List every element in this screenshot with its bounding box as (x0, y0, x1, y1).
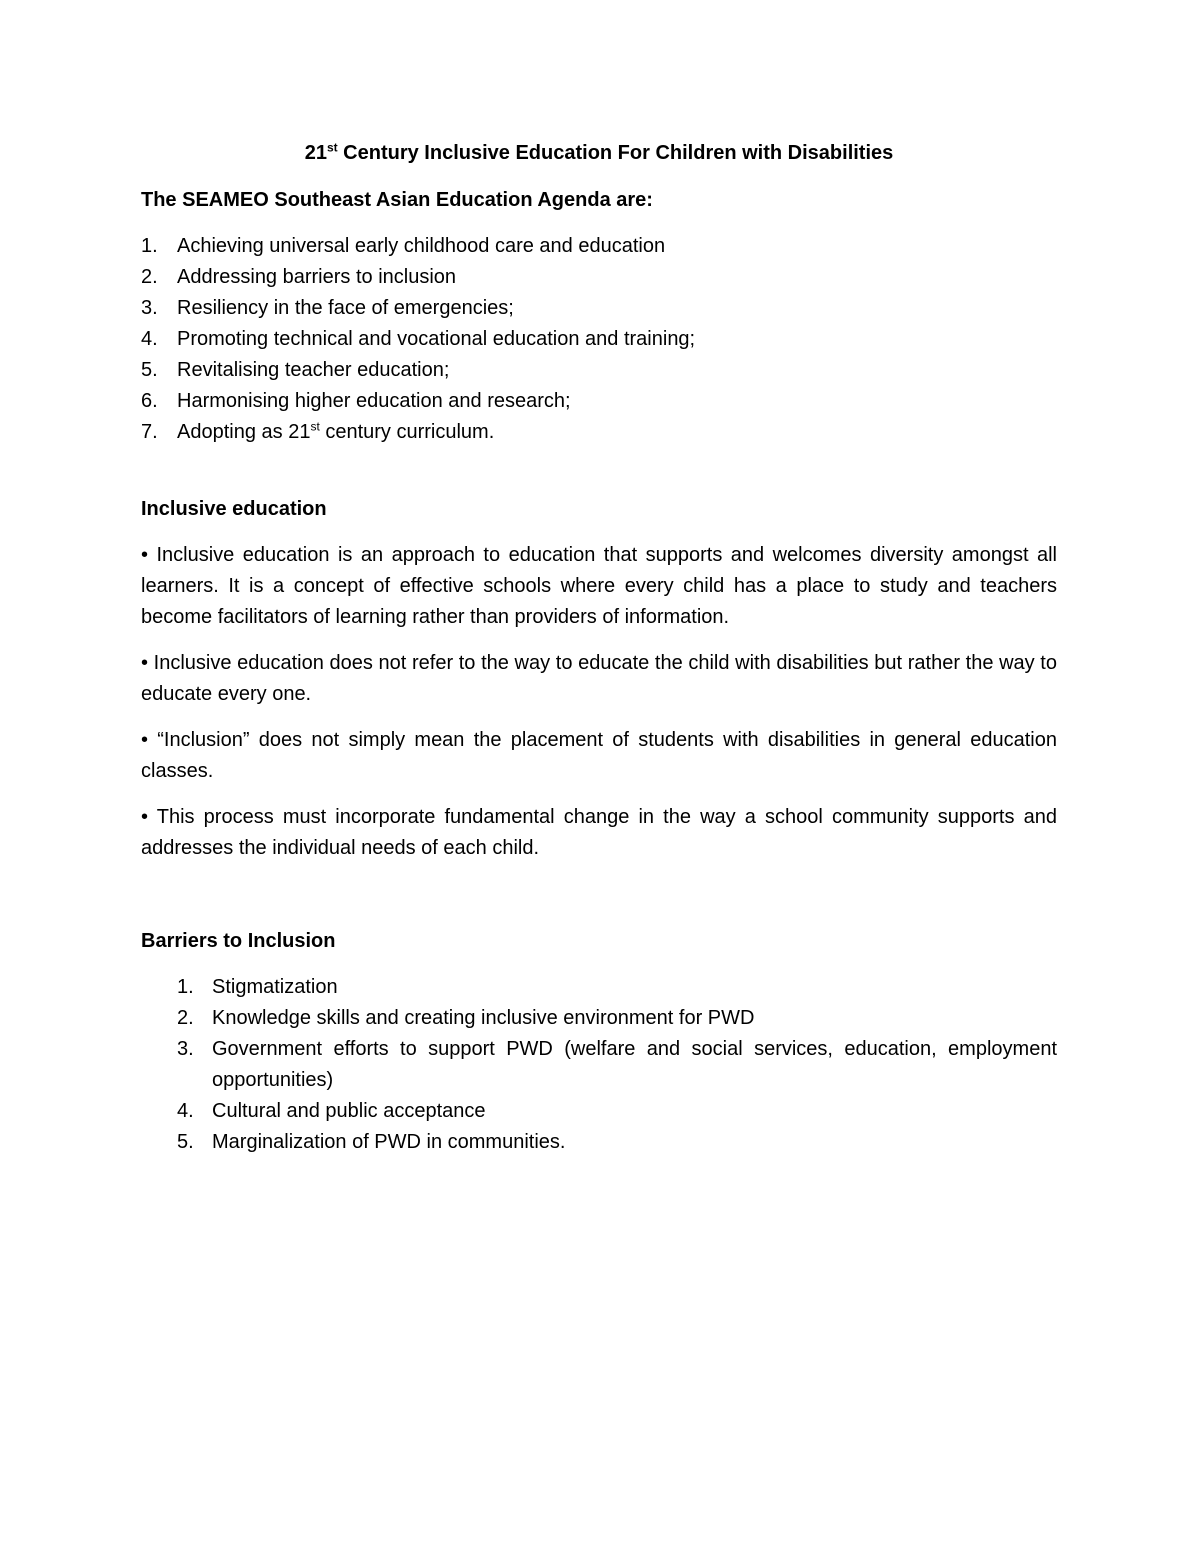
agenda-item-text-after: century curriculum. (319, 421, 495, 443)
barrier-item-number: 5. (177, 1131, 194, 1153)
agenda-item-number: 2. (141, 266, 158, 288)
barrier-item-number: 3. (177, 1038, 194, 1060)
agenda-item-text: Promoting technical and vocational education and training; (177, 328, 696, 350)
inclusive-education-heading: Inclusive education (141, 498, 327, 520)
barrier-item-number: 1. (177, 976, 194, 998)
document-title (141, 138, 1057, 169)
title-rest: Century Inclusive Education For Children with Disabilities (337, 142, 894, 164)
spacer (141, 448, 1057, 494)
agenda-item-number: 5. (141, 359, 158, 381)
agenda-heading: The SEAMEO Southeast Asian Education Agenda are: (141, 189, 653, 211)
barrier-item-text: Marginalization of PWD in communities. (212, 1131, 566, 1153)
barrier-item (141, 1127, 1057, 1158)
inclusive-paragraph: • Inclusive education is an approach to education that supports and welcomes diversity amongst all learners. It is a concept of effective schools where every child has a place to study and teachers become facilitators of learning rather than providers of information. (141, 544, 1057, 628)
barrier-item-text: Stigmatization (212, 976, 338, 998)
agenda-item-number: 3. (141, 297, 158, 319)
agenda-item (141, 262, 1057, 293)
barrier-item (141, 1096, 1057, 1127)
title-prefix: 21 (304, 142, 327, 164)
agenda-list (141, 231, 1057, 448)
agenda-item (141, 293, 1057, 324)
agenda-item-number: 1. (141, 235, 158, 257)
agenda-item-text: Harmonising higher education and research; (177, 390, 571, 412)
barrier-item-text: Cultural and public acceptance (212, 1100, 486, 1122)
agenda-item-text: Resiliency in the face of emergencies; (177, 297, 514, 319)
agenda-item-text-before: Adopting as 21 (177, 421, 311, 443)
inclusive-paragraph: • “Inclusion” does not simply mean the placement of students with disabilities in general education classes. (141, 729, 1057, 782)
agenda-item-text: Revitalising teacher education; (177, 359, 450, 381)
barrier-item (141, 1003, 1057, 1034)
title-superscript: st (326, 140, 338, 155)
agenda-item (141, 386, 1057, 417)
agenda-item-number: 7. (141, 421, 158, 443)
spacer (141, 879, 1057, 926)
agenda-item-text (177, 417, 1057, 448)
barrier-item-text: Government efforts to support PWD (welfare and social services, education, employment opportunities) (212, 1038, 1057, 1091)
document-page (141, 138, 1057, 1158)
agenda-item-number: 4. (141, 328, 158, 350)
inclusive-paragraph: • Inclusive education does not refer to the way to educate the child with disabilities but rather the way to educate every one. (141, 652, 1057, 705)
agenda-item-text: Addressing barriers to inclusion (177, 266, 457, 288)
barrier-item (141, 972, 1057, 1003)
barrier-item (141, 1034, 1057, 1096)
agenda-item-number: 6. (141, 390, 158, 412)
barrier-item-number: 4. (177, 1100, 194, 1122)
barriers-list (141, 972, 1057, 1158)
agenda-item (141, 355, 1057, 386)
agenda-item (141, 417, 1057, 448)
agenda-item (141, 324, 1057, 355)
agenda-item (141, 231, 1057, 262)
barrier-item-text: Knowledge skills and creating inclusive environment for PWD (212, 1007, 755, 1029)
agenda-item-superscript: st (310, 419, 320, 434)
inclusive-paragraph: • This process must incorporate fundamental change in the way a school community supports and addresses the individual needs of each child. (141, 806, 1057, 859)
barrier-item-number: 2. (177, 1007, 194, 1029)
barriers-heading: Barriers to Inclusion (141, 930, 336, 952)
agenda-item-text: Achieving universal early childhood care and education (177, 235, 666, 257)
